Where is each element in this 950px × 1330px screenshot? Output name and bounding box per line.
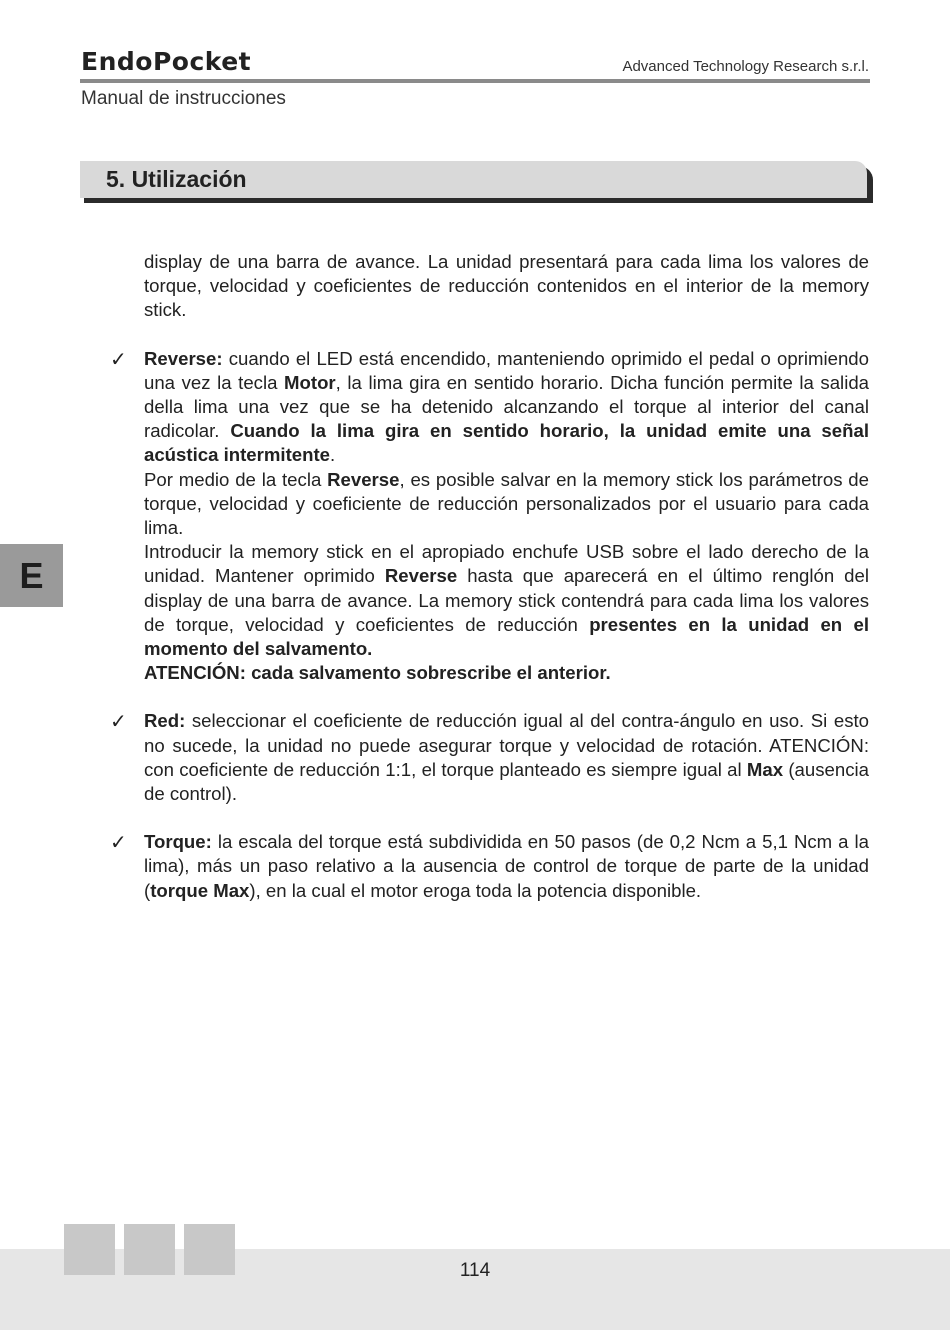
reverse-save-text-2: , es posible salvar en la memory stick los parámetros de torque, velocidad y coeficiente de reducción personalizados por el usuario para cada lima. [144,468,869,539]
red-paragraph [144,709,869,806]
reverse-text-2: , la lima gira en sentido horario. Dicha función permite la salida della lima una vez que se ha detenido alcanzando el torque al interior del canal radicolar. [144,371,870,442]
intro-paragraph: display de una barra de avance. La unidad presentará para cada lima los valores de torque, velocidad y coeficientes de reducción contenidos en el interior de la memory stick. [144,251,869,321]
page-number: 114 [459,1260,491,1281]
reverse-text-1: cuando el LED está encendido, manteniendo oprimido el pedal o oprimiendo una vez la tecla [144,347,869,393]
page-content [110,250,870,903]
torque-paragraph [144,830,869,903]
reverse-save-text-1: Por medio de la tecla [144,468,328,490]
reverse-text-3: . [330,444,336,466]
header-divider [80,79,870,83]
company-name: Advanced Technology Research s.r.l. [622,58,869,75]
memory-stick-paragraph [144,540,869,661]
reverse-paragraph [144,347,869,468]
section-title: 5. Utilización [106,166,247,192]
language-tab: E [0,544,63,607]
endopocket-logo: EndoPocket [81,47,252,76]
memory-stick-bold: presentes en la unidad en el momento del salvamento. [144,613,869,660]
red-text-2: (ausencia de control). [144,758,869,805]
reverse-key-2: Reverse [384,565,458,587]
max-value: Max [746,758,784,780]
torque-label: Torque: [144,831,212,853]
manual-subtitle: Manual de instrucciones [81,88,286,109]
motor-key: Motor [284,371,336,393]
red-item [110,709,869,806]
reverse-save-paragraph [144,468,869,541]
checkmark-icon: ✓ [110,830,127,855]
torque-item [110,830,869,903]
attention-note [144,661,869,685]
red-label: Red: [144,710,186,732]
checkmark-icon: ✓ [110,346,127,371]
attention-text: ATENCIÓN: cada salvamento sobrescribe el anterior. [144,662,611,684]
reverse-sound-note: Cuando la lima gira en sentido horario, la unidad emite una señal acústica intermitente [144,420,869,466]
reverse-key: Reverse [327,468,400,490]
reverse-item [110,346,870,686]
torque-max: torque Max [150,879,250,901]
red-text-1: seleccionar el coeficiente de reducción igual al del contra-ángulo en uso. Si esto no sucede, la unidad no puede asegurar torque y velocidad de rotación. ATENCIÓN: con coeficiente de reducción 1:1, el torque planteado es siempre igual al [144,710,869,780]
memory-stick-text-1: Introducir la memory stick en el apropiado enchufe USB sobre el lado derecho de la unidad. Mantener oprimido [144,541,869,587]
reverse-label: Reverse: [144,347,223,369]
torque-text-2: ), en la cual el motor eroga toda la potencia disponible. [249,879,702,901]
checkmark-icon: ✓ [110,709,127,734]
torque-text-1: la escala del torque está subdividida en 50 pasos (de 0,2 Ncm a 5,1 Ncm a la lima), más un paso relativo a la ausencia de control de torque de parte de la unidad ( [144,831,869,901]
memory-stick-text-2: hasta que aparecerá en el último renglón del display de una barra de avance. La memory stick contendrá para cada lima los valores de torque, velocidad y coeficientes de reducción [144,565,869,635]
